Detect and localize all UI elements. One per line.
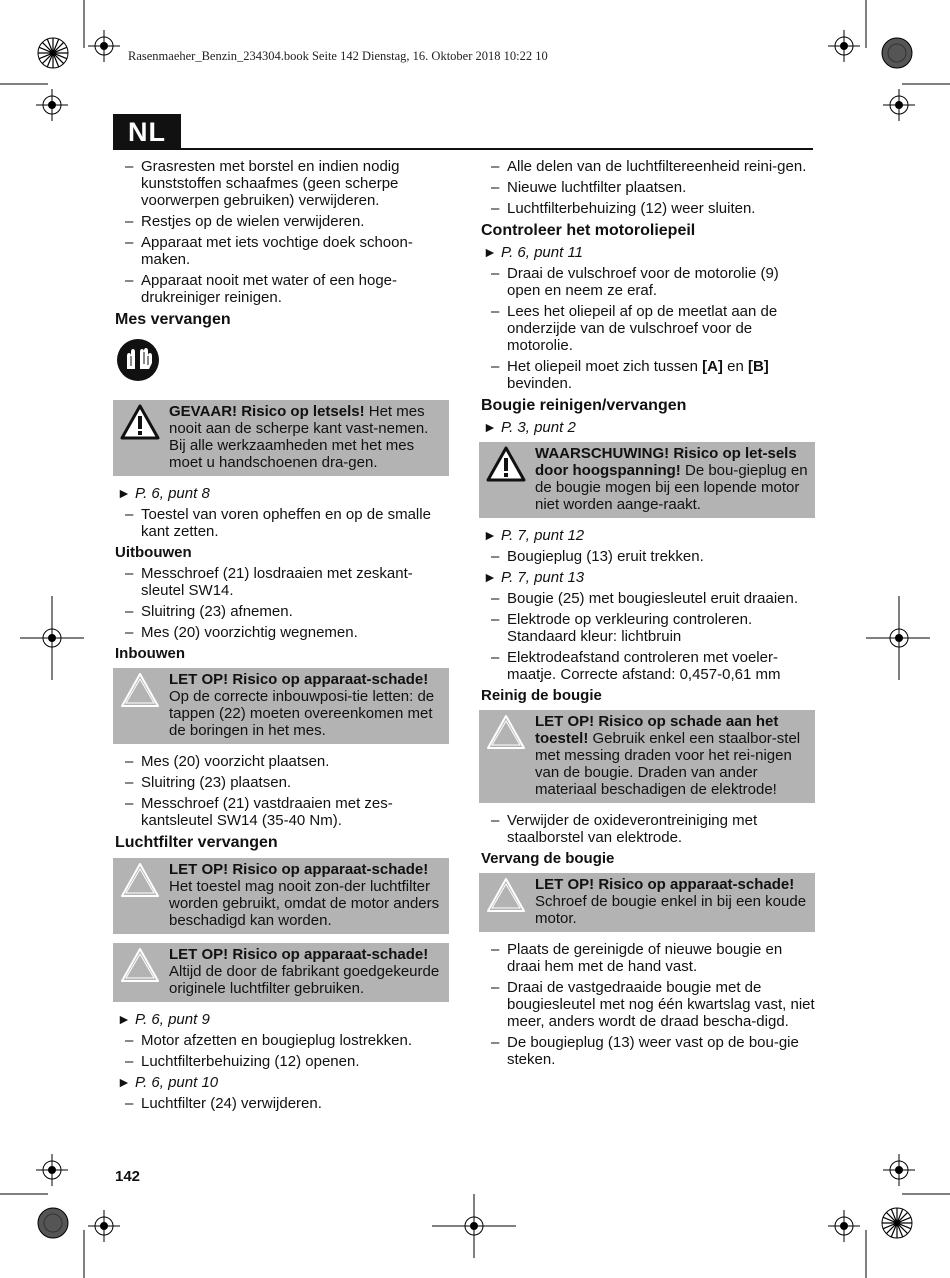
notice-title: LET OP! Risico op apparaat-schade! — [169, 671, 429, 688]
crosshair-right-mid — [866, 596, 930, 680]
caution-notice — [113, 858, 449, 934]
list-item: – Draai de vulschroef voor de motorolie (9) open en neem ze eraf. — [479, 265, 815, 299]
notice-text: De bou-gieplug en de bougie mogen bij een lopende motor niet worden aange-raakt. — [535, 462, 808, 513]
crosshair-left-2 — [36, 1154, 68, 1186]
list-item: – Plaats de gereinigde of nieuwe bougie en draai hem met de hand vast. — [479, 941, 815, 975]
reference-label: P. 6, punt 10 — [135, 1074, 219, 1091]
oil-level-text: bevinden. — [507, 375, 573, 392]
list-item: – Sluitring (23) plaatsen. — [113, 774, 449, 791]
mark-b: [B] — [747, 358, 769, 375]
list-item-oil-level — [479, 358, 815, 392]
arrow-right-icon: ► — [483, 419, 497, 435]
subheading-clean-plug: Reinig de bougie — [481, 687, 602, 704]
protective-gloves-icon — [116, 338, 160, 382]
reference-label: P. 7, punt 12 — [501, 527, 585, 544]
gray-dot-mark-bottom-left — [38, 1208, 68, 1238]
list-item: – Mes (20) voorzicht plaatsen. — [113, 753, 449, 770]
list-item: – Luchtfilterbehuizing (12) openen. — [113, 1053, 449, 1070]
notice-title: LET OP! Risico op schade aan het toestel! — [535, 713, 779, 747]
crosshair-left-1 — [36, 89, 68, 121]
crosshair-bottom-1 — [88, 1210, 120, 1242]
notice-text: Gebruik enkel een staalbor-stel met messing draden voor het rei-nigen van de bougie. Draden van ander materiaal beschadigen de elektrode! — [535, 730, 801, 798]
crosshair-bottom-mid — [432, 1194, 516, 1258]
reference-label: P. 7, punt 13 — [501, 569, 585, 586]
list-item: – Lees het oliepeil af op de meetlat aan de onderzijde van de vulschroef voor de motorolie. — [479, 303, 815, 354]
mark-a: [A] — [702, 358, 723, 375]
warning-exclamation-icon — [119, 403, 161, 441]
arrow-right-icon: ► — [483, 527, 497, 543]
reference-label: P. 3, punt 2 — [501, 419, 576, 436]
section-heading-air-filter: Luchtfilter vervangen — [115, 834, 278, 851]
caution-notice — [479, 710, 815, 803]
oil-level-text: en — [722, 358, 748, 375]
crosshair-top-2 — [828, 30, 860, 62]
figure-reference — [479, 244, 815, 261]
right-column — [479, 158, 815, 1072]
reference-label: P. 6, punt 8 — [135, 485, 210, 502]
notice-text: Schroef de bougie enkel in bij een koude motor. — [535, 893, 807, 927]
list-item: – Nieuwe luchtfilter plaatsen. — [479, 179, 815, 196]
warning-exclamation-icon — [485, 445, 527, 483]
list-item: – Alle delen van de luchtfiltereenheid reini-gen. — [479, 158, 815, 175]
list-item: – Apparaat nooit met water of een hoge-drukreiniger reinigen. — [113, 272, 449, 306]
list-item: – De bougieplug (13) weer vast op de bou-gie steken. — [479, 1034, 815, 1068]
arrow-right-icon: ► — [117, 1074, 131, 1090]
list-item: – Draai de vastgedraaide bougie met de bougiesleutel met nog één kwartslag vast, niet meer, anders wordt de draad bescha-digd. — [479, 979, 815, 1030]
caution-notice — [479, 873, 815, 932]
list-item: – Motor afzetten en bougieplug lostrekken. — [113, 1032, 449, 1049]
starburst-mark-bottom-right — [882, 1208, 912, 1238]
notice-title: LET OP! Risico op apparaat-schade! — [169, 946, 429, 963]
caution-triangle-icon — [119, 861, 161, 899]
notice-text: Op de correcte inbouwposi-tie letten: de tappen (22) moeten overeenkomen met de boringen in het mes. — [169, 688, 435, 739]
figure-reference — [479, 419, 815, 436]
crosshair-top-1 — [88, 30, 120, 62]
language-badge: NL — [113, 114, 181, 150]
notice-title: GEVAAR! Risico op letsels! — [169, 403, 365, 420]
arrow-right-icon: ► — [117, 485, 131, 501]
list-item: – Messchroef (21) vastdraaien met zes-kantsleutel SW14 (35-40 Nm). — [113, 795, 449, 829]
oil-level-text: Het oliepeil moet zich tussen — [507, 358, 703, 375]
list-item: – Luchtfilterbehuizing (12) weer sluiten. — [479, 200, 815, 217]
list-item: – Luchtfilter (24) verwijderen. — [113, 1095, 449, 1112]
reference-label: P. 6, punt 9 — [135, 1011, 210, 1028]
notice-title: LET OP! Risico op apparaat-schade! — [169, 861, 429, 878]
caution-triangle-icon — [485, 713, 527, 751]
list-item: – Grasresten met borstel en indien nodig kunststoffen schaafmes (geen scherpe voorwerpen gebruiken) verwijderen. — [113, 158, 449, 209]
caution-triangle-icon — [119, 671, 161, 709]
list-item: – Messchroef (21) losdraaien met zeskant-sleutel SW14. — [113, 565, 449, 599]
warning-notice — [479, 442, 815, 518]
list-item: – Sluitring (23) afnemen. — [113, 603, 449, 620]
section-heading-spark-plug: Bougie reinigen/vervangen — [481, 397, 687, 414]
notice-title: LET OP! Risico op apparaat-schade! — [535, 876, 795, 893]
section-heading-blade: Mes vervangen — [115, 311, 231, 328]
crosshair-left-mid — [20, 596, 84, 680]
list-item: – Bougieplug (13) eruit trekken. — [479, 548, 815, 565]
gray-dot-mark-top-right — [882, 38, 912, 68]
figure-reference — [113, 1011, 449, 1028]
left-column — [113, 158, 449, 1116]
list-item: – Verwijder de oxideverontreiniging met staalborstel van elektrode. — [479, 812, 815, 846]
caution-triangle-icon — [485, 876, 527, 914]
caution-triangle-icon — [119, 946, 161, 984]
starburst-mark-top-left — [38, 38, 68, 68]
crosshair-right-1 — [883, 89, 915, 121]
reference-label: P. 6, punt 11 — [501, 244, 584, 261]
subheading-removal: Uitbouwen — [115, 544, 192, 561]
subheading-install: Inbouwen — [115, 645, 185, 662]
caution-notice — [113, 668, 449, 744]
subheading-replace-plug: Vervang de bougie — [481, 850, 615, 867]
arrow-right-icon: ► — [483, 569, 497, 585]
list-item: – Elektrode op verkleuring controleren. Standaard kleur: lichtbruin — [479, 611, 815, 645]
print-header-line: Rasenmaeher_Benzin_234304.book Seite 142 Dienstag, 16. Oktober 2018 10:22 10 — [128, 49, 548, 63]
list-item: – Restjes op de wielen verwijderen. — [113, 213, 449, 230]
notice-text: Altijd de door de fabrikant goedgekeurde originele luchtfilter gebruiken. — [169, 963, 440, 997]
notice-title: WAARSCHUWING! Risico op let-sels door hoogspanning! — [535, 445, 797, 479]
notice-text: Het mes nooit aan de scherpe kant vast-nemen. Bij alle werkzaamheden met het mes moet u handschoenen dra-gen. — [169, 403, 429, 471]
section-heading-oil: Controleer het motoroliepeil — [481, 222, 696, 239]
page-number: 142 — [115, 1168, 141, 1185]
caution-notice — [113, 943, 449, 1002]
crosshair-bottom-2 — [828, 1210, 860, 1242]
notice-text: Het toestel mag nooit zon-der luchtfilter worden gebruikt, omdat de motor anders beschadigd kan worden. — [169, 878, 440, 929]
figure-reference — [113, 1074, 449, 1091]
figure-reference — [479, 569, 815, 586]
figure-reference — [113, 485, 449, 502]
list-item: – Toestel van voren opheffen en op de smalle kant zetten. — [113, 506, 449, 540]
danger-notice — [113, 400, 449, 476]
crosshair-right-2 — [883, 1154, 915, 1186]
arrow-right-icon: ► — [483, 244, 497, 260]
list-item: – Bougie (25) met bougiesleutel eruit draaien. — [479, 590, 815, 607]
list-item: – Apparaat met iets vochtige doek schoon-maken. — [113, 234, 449, 268]
list-item: – Elektrodeafstand controleren met voeler-maatje. Correcte afstand: 0,457-0,61 mm — [479, 649, 815, 683]
arrow-right-icon: ► — [117, 1011, 131, 1027]
list-item: – Mes (20) voorzichtig wegnemen. — [113, 624, 449, 641]
figure-reference — [479, 527, 815, 544]
header-rule — [181, 148, 813, 150]
